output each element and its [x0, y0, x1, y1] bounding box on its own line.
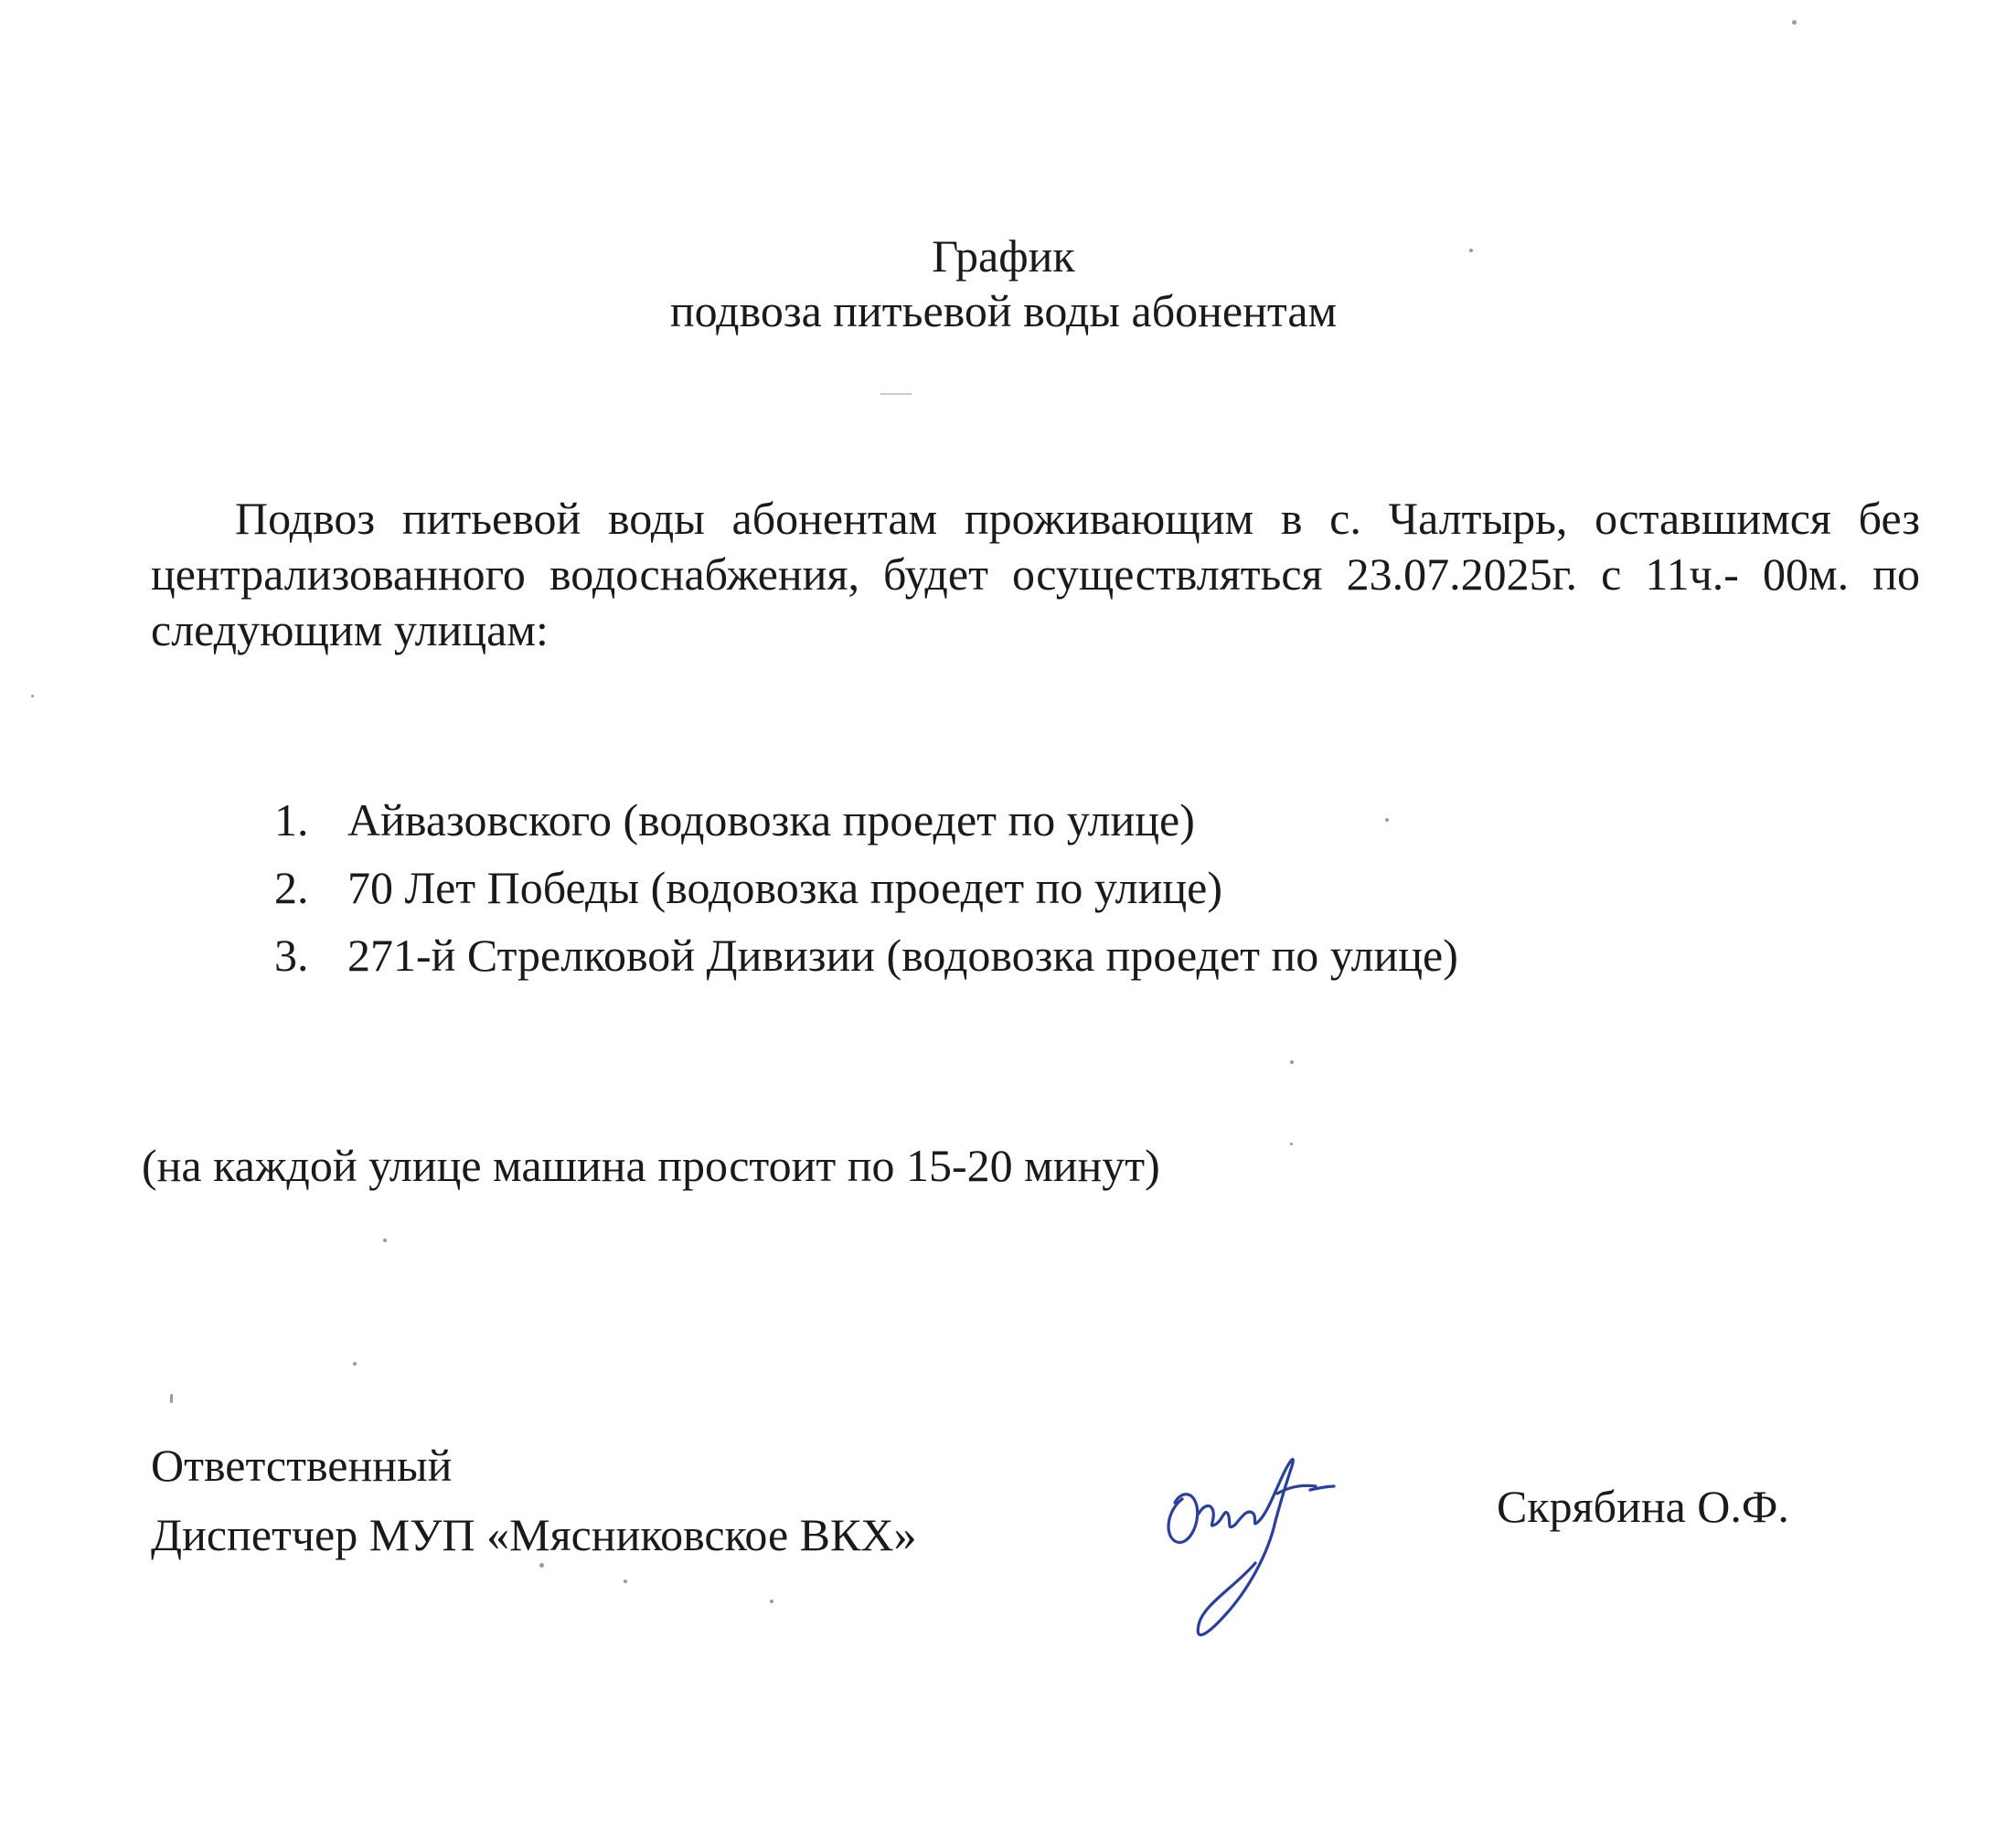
- main-paragraph: Подвоз питьевой воды абонентам проживающим в с. Чалтырь, оставшимся без централизованного водоснабжения, будет осуществляться 23.07.2025г. с 11ч.- 00м. по следующим улицам:: [151, 493, 1920, 655]
- title-line-2: подвоза питьевой воды абонентам: [669, 285, 1338, 336]
- list-item-number: 3.: [274, 930, 309, 981]
- scan-speck: [1469, 249, 1473, 252]
- signatory-role: Ответственный: [151, 1440, 453, 1491]
- street-list: [274, 786, 1458, 989]
- scan-speck: [353, 1362, 357, 1366]
- signatory-name: Скрябина О.Ф.: [1497, 1481, 1789, 1532]
- scan-speck: [383, 1239, 387, 1242]
- list-item-number: 1.: [274, 794, 309, 846]
- list-item: [274, 786, 1458, 854]
- scan-speck: [1792, 20, 1797, 25]
- title-line-1: График: [932, 230, 1075, 282]
- scan-speck: [539, 1563, 544, 1568]
- signatory-organization: Диспетчер МУП «Мясниковское ВКХ»: [151, 1509, 917, 1560]
- scan-speck: [1385, 818, 1389, 822]
- scan-speck: [1290, 1060, 1294, 1064]
- scan-speck: [624, 1579, 627, 1583]
- scan-speck: [31, 695, 34, 697]
- list-item: [274, 854, 1458, 921]
- list-item-text: Айвазовского (водовозка проедет по улице): [347, 794, 1195, 846]
- list-item-text: 70 Лет Победы (водовозка проедет по улице): [347, 862, 1222, 913]
- scan-speck: [1290, 1143, 1293, 1145]
- signatory-block: [151, 1431, 916, 1569]
- duration-note: (на каждой улице машина простоит по 15-20 минут): [142, 1140, 1160, 1191]
- list-item-number: 2.: [274, 862, 309, 913]
- scan-mark: [880, 393, 912, 395]
- document-title: [0, 229, 2016, 338]
- scan-speck: [770, 1600, 773, 1603]
- scan-speck: [170, 1394, 173, 1403]
- list-item-text: 271-й Стрелковой Дивизии (водовозка проедет по улице): [347, 930, 1458, 981]
- list-item: [274, 921, 1458, 989]
- handwritten-signature: [1147, 1426, 1403, 1664]
